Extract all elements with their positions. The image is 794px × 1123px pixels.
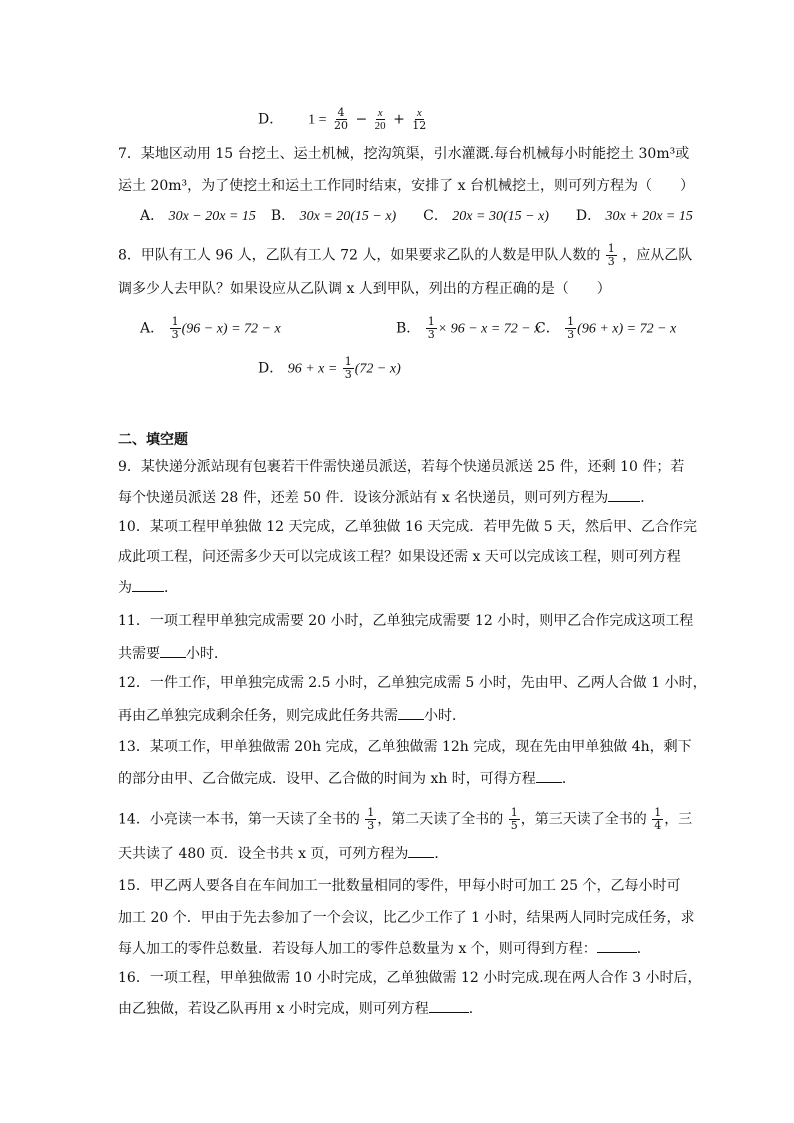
q15-stem-line3: 每人加工的零件总数量．若设每人加工的零件总数量为 x 个，则可得到方程： ． [118, 938, 651, 959]
q6-d-fraction-2: $\frac{x}{20}$ [374, 107, 386, 132]
q16-answer-blank[interactable] [429, 998, 469, 1013]
q14-fraction-3: $\frac{1}{4}$ [654, 806, 662, 832]
q7-stem-line1: 7．某地区动用 15 台挖土、运土机械，挖沟筑渠，引水灌溉.每台机械每小时能挖土 30m³或 [118, 146, 690, 162]
q7-stem-line2: 运土 20m³，为了使挖土和运土工作同时结束，安排了 x 台机械挖土，则可列方程为（ ） [118, 178, 694, 194]
q8-option-a-equation: (96 − x) = 72 − x [181, 321, 281, 337]
q11-stem-line1: 11．一项工程甲单独完成需要 20 小时，乙单独完成需要 12 小时，则甲乙合作完成这项工程 [118, 613, 694, 629]
q7-option-d-equation: 30x + 20x = 15 [605, 209, 693, 224]
q8-option-a-fraction: $\frac{1}{3}$ [171, 315, 179, 341]
q8-option-a [140, 316, 281, 341]
q10-stem-line1: 10．某项工程甲单独做 12 天完成，乙单独做 16 天完成．若甲先做 5 天，然后甲、乙合作完 [118, 519, 698, 535]
q8-option-b-equation: × 96 − x = 72 − x [437, 321, 541, 337]
q7-options [140, 206, 693, 227]
q14-fraction-1: $\frac{1}{3}$ [367, 806, 375, 832]
q8-option-c [535, 316, 676, 341]
q16-stem-line2: 由乙独做，若设乙队再用 x 小时完成，则可列方程 ． [118, 998, 483, 1019]
q8-option-d-label: D． [258, 360, 284, 377]
q7-option-a-label: A． [140, 208, 165, 224]
q7-option-c-equation: 20x = 30(15 − x) [452, 209, 549, 224]
q7-option-c-label: C． [423, 208, 448, 224]
q9-stem-line1: 9．某快递分派站现有包裹若干件需快递员派送，若每个快递员派送 25 件，还剩 10 件；若 [118, 459, 685, 475]
q15-stem-line1: 15．甲乙两人要各自在车间加工一批数量相同的零件，甲每小时可加工 25 个，乙每小时可 [118, 878, 681, 894]
q12-stem-line1: 12．一件工作，甲单独完成需 2.5 小时，乙单独完成需 5 小时，先由甲、乙两人合做 1 小时， [118, 675, 707, 691]
q6-d-fraction-1: $\frac{4}{20}$ [334, 106, 348, 132]
q8-option-d: D． 96 + x = $\frac{1}{3}$ (72 − x) [258, 355, 401, 381]
q10-stem-line2: 成此项工程，问还需多少天可以完成该工程？如果设还需 x 天可以完成该工程，则可列方程 [118, 549, 681, 565]
q8-option-b [396, 316, 540, 341]
q8-option-b-fraction: $\frac{1}{3}$ [427, 315, 435, 341]
section-heading-fill-in: 二、填空题 [118, 432, 188, 448]
q13-answer-blank[interactable] [536, 768, 562, 783]
q6-option-d-lhs: 1 = [308, 112, 327, 128]
q13-stem-line1: 13．某项工作，甲单独做需 20h 完成，乙单独做需 12h 完成，现在先由甲单独做 4h，剩下 [118, 739, 692, 755]
q16-stem-line1: 16．一项工程，甲单独做需 10 小时完成，乙单独做需 12 小时完成.现在两人合作 3 小时后， [118, 970, 702, 986]
q8-stem-line2: 调多少人去甲队？如果设应从乙队调 x 人到甲队，列出的方程正确的是（ ） [118, 281, 611, 297]
q6-option-d: D． 1 = $\frac{4}{20}$ − $\frac{x}{20}$ + $\frac{x}{12}$ [258, 106, 427, 132]
q8-option-c-label: C． [535, 320, 560, 337]
q14-stem-line2: 天共读了 480 页．设全书共 x 页，可列方程为 ． [118, 843, 448, 864]
q8-option-a-label: A． [140, 320, 165, 337]
q9-stem-line2: 每个快递员派送 28 件，还差 50 件．设该分派站有 x 名快递员，则可列方程为 ． [118, 487, 654, 508]
q12-stem-line2: 再由乙单独完成剩余任务，则完成此任务共需 小时． [118, 705, 466, 726]
q14-stem-line1: 14．小亮读一本书，第一天读了全书的 $\frac{1}{3}$ ，第二天读了全书的 $\frac{1}{5}$ ，第三天读了全书的 $\frac{1}{4}$ ，三 [118, 806, 693, 832]
q11-answer-blank[interactable] [160, 643, 186, 658]
q8-option-b-label: B． [396, 320, 421, 337]
q8-stem-fraction: $\frac{1}{3}$ [607, 242, 615, 268]
q8-option-c-fraction: $\frac{1}{3}$ [567, 315, 575, 341]
q10-answer-blank[interactable] [132, 577, 164, 592]
q9-answer-blank[interactable] [608, 487, 640, 502]
q6-d-fraction-3: $\frac{x}{12}$ [412, 107, 427, 132]
q8-option-c-equation: (96 + x) = 72 − x [577, 321, 677, 337]
q13-stem-line2: 的部分由甲、乙合做完成．设甲、乙合做的时间为 xh 时，可得方程 ． [118, 768, 576, 789]
q7-option-b-equation: 30x = 20(15 − x) [299, 209, 397, 224]
q14-answer-blank[interactable] [408, 843, 434, 858]
q8-stem-line1: 8．甲队有工人 96 人，乙队有工人 72 人，如果要求乙队的人数是甲队人数的 $\frac{1}{3}$ ，应从乙队 [118, 242, 693, 268]
q11-stem-line2: 共需要 小时． [118, 643, 228, 664]
q15-stem-line2: 加工 20 个．甲由于先去参加了一个会议，比乙少工作了 1 小时，结果两人同时完成任务，求 [118, 910, 695, 926]
q6-option-d-label: D． [258, 111, 284, 128]
q14-fraction-2: $\frac{1}{5}$ [510, 806, 518, 832]
q12-answer-blank[interactable] [398, 705, 424, 720]
q10-stem-line3: 为 ． [118, 577, 178, 598]
q8-option-d-fraction: $\frac{1}{3}$ [344, 355, 352, 381]
q7-option-a-equation: 30x − 20x = 15 [168, 209, 256, 224]
q7-option-d-label: D． [575, 208, 602, 224]
q15-answer-blank[interactable] [597, 938, 637, 953]
q7-option-b-label: B． [270, 208, 296, 224]
